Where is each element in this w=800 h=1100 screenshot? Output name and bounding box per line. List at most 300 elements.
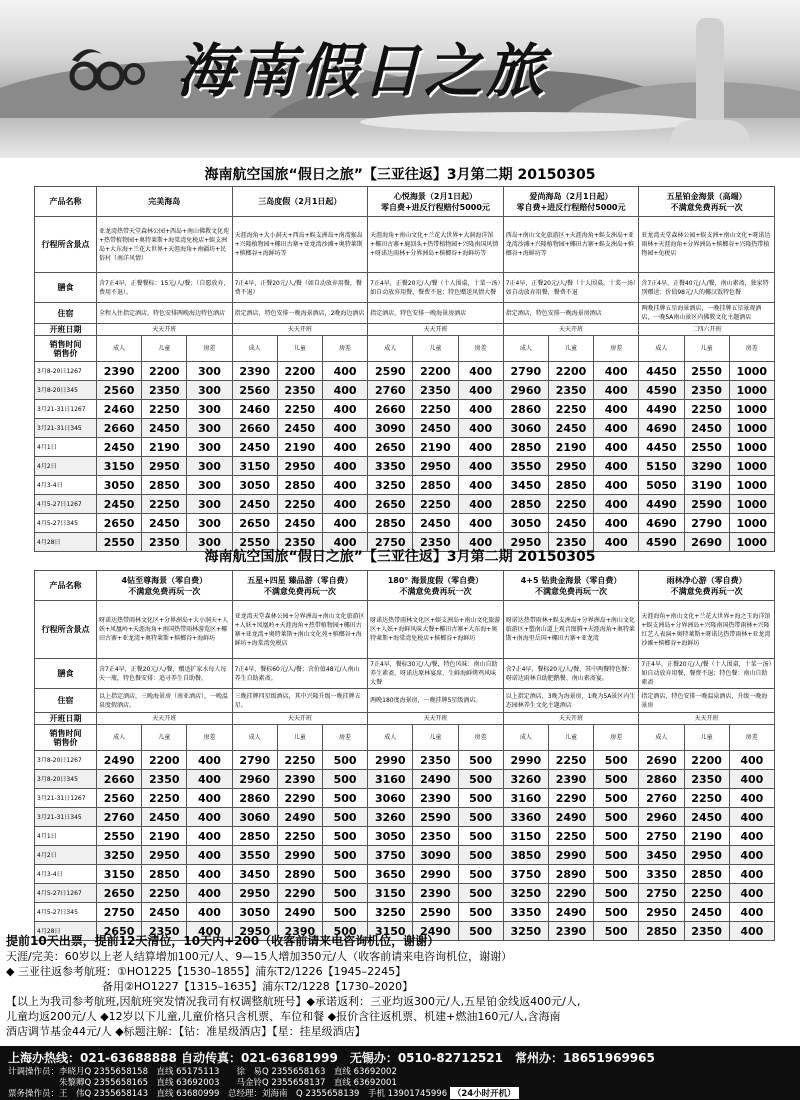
schedule-cell: 天天开班: [503, 324, 639, 336]
attractions-row: [35, 601, 775, 659]
price-cell: 3060: [503, 419, 548, 438]
price-cell: 2950: [639, 903, 684, 922]
price-cell: 2250: [684, 789, 729, 808]
price-cell: 2350: [142, 533, 187, 552]
price-cell: 2350: [548, 381, 593, 400]
price-column-header: 房差: [187, 336, 232, 362]
price-cell: 2850: [142, 865, 187, 884]
price-cell: 2350: [277, 381, 322, 400]
meals-cell: 含7正4早，正餐20元/人/餐，赠送扩家水每人每天一瓶，特色餐安排：追寻养生自助餐。: [97, 659, 233, 689]
price-cell: 400: [458, 514, 503, 533]
note-line: 备用②HO1227【1315–1635】浦东T2/1228【1730–2020】: [102, 980, 414, 993]
price-cell: 2250: [413, 400, 458, 419]
price-cell: 500: [458, 903, 503, 922]
product-name: 雨林净心游（零自费）: [666, 575, 747, 585]
price-cell: 4590: [639, 381, 684, 400]
hotel-cell: 全程入住指定酒店，特色安排两晚海边特色酒店: [97, 303, 233, 324]
price-cell: 2990: [368, 751, 413, 770]
price-cell: 2450: [684, 903, 729, 922]
price-cell: 2550: [97, 533, 142, 552]
price-cell: 400: [322, 362, 367, 381]
price-cell: 500: [594, 846, 639, 865]
product-tagline: 不满意免费再玩一次: [263, 586, 336, 596]
price-cell: 2200: [142, 362, 187, 381]
price-cell: 3260: [368, 808, 413, 827]
price-cell: 2650: [97, 884, 142, 903]
price-cell: 2290: [277, 884, 322, 903]
price-cell: 2950: [548, 457, 593, 476]
product-tagline: 不满意免费再玩一次: [670, 586, 743, 596]
price-column-header: 儿童: [413, 725, 458, 751]
price-cell: 2450: [277, 419, 322, 438]
price-cell: 2990: [503, 751, 548, 770]
price-cell: 2190: [142, 827, 187, 846]
price-cell: 400: [458, 495, 503, 514]
product-name: 180° 海景度假（零自费）: [387, 575, 484, 585]
price-cell: 400: [187, 808, 232, 827]
product-name: 4+5 钻贵金海景（零自费）: [520, 575, 622, 585]
row-label: 开班日期: [35, 713, 97, 725]
price-cell: 400: [458, 457, 503, 476]
price-cell: 2250: [548, 751, 593, 770]
price-cell: 4490: [639, 400, 684, 419]
product-name-cell: [232, 187, 368, 217]
price-cell: 2990: [277, 846, 322, 865]
product-name: 五星+四星 臻品游（零自费）: [247, 575, 353, 585]
price-cell: 1000: [729, 381, 774, 400]
price-cell: 400: [729, 808, 774, 827]
price-cell: 2850: [232, 827, 277, 846]
price-cell: 2200: [413, 362, 458, 381]
price-cell: 300: [187, 381, 232, 400]
price-cell: 3350: [368, 457, 413, 476]
price-cell: 2950: [413, 457, 458, 476]
price-cell: 400: [594, 533, 639, 552]
schedule-cell: 天天开班: [639, 713, 775, 725]
price-cell: 3150: [368, 884, 413, 903]
price-cell: 2490: [277, 903, 322, 922]
price-cell: 2850: [548, 476, 593, 495]
meals-cell: 7正4早，正餐20元/人/餐（十人围桌，十菜一汤）如自动放弃用餐，餐费不退；特色餐：南山自助素斋: [639, 659, 775, 689]
booking-notes: [6, 934, 796, 1039]
price-cell: 3650: [368, 865, 413, 884]
price-cell: 3550: [503, 457, 548, 476]
price-cell: 2250: [548, 495, 593, 514]
price-cell: 2550: [684, 362, 729, 381]
price-cell: 2250: [277, 827, 322, 846]
price-cell: 2760: [368, 381, 413, 400]
price-cell: 400: [458, 419, 503, 438]
operator-line: 朱黎卿Q 2355658165 直线 63692003 马金铃Q 2355658137 直线 63692001: [8, 1078, 397, 1088]
price-cell: 2650: [368, 438, 413, 457]
date-cell: 4月2日: [35, 457, 97, 476]
product-name-cell: [503, 571, 639, 601]
note-line: 天涯/完美：60岁以上老人结算增加100元/人、9—15人增加350元/人（收客前请来电咨询机位，谢谢）: [6, 950, 513, 963]
price-cell: 4450: [639, 362, 684, 381]
statue-shape: [696, 18, 724, 128]
price-cell: 300: [187, 400, 232, 419]
price-cell: 2350: [548, 533, 593, 552]
operator-line: [8, 1087, 519, 1099]
price-cell: 400: [729, 903, 774, 922]
note-line: 提前10天出票，提前12天清位，10天内+200（收客前请来电咨询机位，谢谢）: [6, 934, 440, 948]
price-column-header: 儿童: [142, 725, 187, 751]
price-cell: 2590: [684, 495, 729, 514]
price-cell: 400: [594, 362, 639, 381]
price-cell: 2390: [97, 362, 142, 381]
date-cell: 3月21-31日345: [35, 419, 97, 438]
price-column-header: 儿童: [684, 336, 729, 362]
price-cell: 500: [322, 846, 367, 865]
price-cell: 3090: [413, 846, 458, 865]
price-cell: 2250: [277, 751, 322, 770]
price-cell: 2950: [503, 533, 548, 552]
table2-title: 海南航空国旅“假日之旅”【三亚往返】3月第二期 20150305: [204, 549, 596, 565]
price-cell: 500: [458, 922, 503, 941]
price-row: [35, 827, 775, 846]
price-cell: 2850: [142, 476, 187, 495]
price-cell: 500: [322, 808, 367, 827]
price-cell: 2450: [684, 419, 729, 438]
product-tagline: 零自费+进反行程赔付5000元: [516, 202, 626, 212]
price-cell: 2590: [368, 362, 413, 381]
product-name-cell: [639, 571, 775, 601]
price-cell: 500: [322, 751, 367, 770]
price-header-row: [35, 336, 775, 362]
price-cell: 2200: [277, 362, 322, 381]
price-cell: 2450: [142, 514, 187, 533]
price-column-header: 成人: [368, 336, 413, 362]
price-cell: 1000: [729, 514, 774, 533]
price-cell: 2450: [548, 514, 593, 533]
operator-line: 计调操作员：李晓月Q 2355658158 直线 65175113 徐 易Q 2355658163 直线 63692002: [8, 1067, 397, 1077]
price-cell: 1000: [729, 419, 774, 438]
product-tagline: 不满意免费再玩一次: [670, 202, 743, 212]
price-cell: 3750: [368, 846, 413, 865]
schedule-cell: 天天开班: [503, 713, 639, 725]
price-cell: 500: [322, 884, 367, 903]
row-label: [35, 336, 97, 362]
price-cell: 2550: [684, 438, 729, 457]
price-cell: 500: [322, 827, 367, 846]
hotel-cell: 以上指定酒店，3晚为海景房，1晚为5A景区内生态园林养生文化主题酒店: [503, 689, 639, 713]
price-cell: 2390: [413, 884, 458, 903]
price-cell: 300: [187, 362, 232, 381]
price-cell: 2660: [232, 419, 277, 438]
price-cell: 2450: [548, 419, 593, 438]
price-cell: 2590: [413, 808, 458, 827]
price-cell: 300: [187, 476, 232, 495]
price-cell: 2660: [368, 400, 413, 419]
product-name-cell: [232, 571, 368, 601]
price-cell: 500: [458, 751, 503, 770]
price-cell: 2390: [413, 789, 458, 808]
price-cell: 2950: [277, 457, 322, 476]
date-cell: 3月21-31日1267: [35, 400, 97, 419]
product-name-cell: [368, 571, 504, 601]
price-cell: 2760: [639, 789, 684, 808]
price-cell: 2990: [413, 865, 458, 884]
price-cell: 400: [322, 533, 367, 552]
price-cell: 2350: [684, 770, 729, 789]
price-cell: 400: [729, 865, 774, 884]
date-cell: 4月3-4日: [35, 476, 97, 495]
price-cell: 2660: [97, 770, 142, 789]
price-cell: 500: [594, 808, 639, 827]
price-column-header: 成人: [97, 336, 142, 362]
price-cell: 2290: [548, 884, 593, 903]
price-cell: 2850: [684, 865, 729, 884]
price-cell: 2350: [413, 827, 458, 846]
price-cell: 300: [187, 419, 232, 438]
row-label: 产品名称: [35, 571, 97, 601]
price-cell: 400: [322, 400, 367, 419]
price-cell: 400: [729, 751, 774, 770]
price-row: [35, 381, 775, 400]
price-cell: 3050: [232, 903, 277, 922]
price-cell: 500: [322, 865, 367, 884]
price-cell: 1000: [729, 533, 774, 552]
price-cell: 400: [729, 884, 774, 903]
price-cell: 2750: [639, 884, 684, 903]
date-cell: 3月8-20日1267: [35, 362, 97, 381]
meals-row: [35, 273, 775, 303]
price-cell: 3050: [368, 827, 413, 846]
price-cell: 2950: [232, 922, 277, 941]
price-cell: 2490: [548, 903, 593, 922]
price-cell: 2200: [142, 751, 187, 770]
price-row: [35, 789, 775, 808]
note-line: 【以上为我司参考航班,因航班突发情况我司有权调整航班号】◆承诺返利：三亚均返300元/人,五星铂金线返400元/人,: [6, 995, 581, 1008]
price-cell: 400: [594, 381, 639, 400]
price-row: [35, 362, 775, 381]
hotel-cell: 指定酒店，特色安排一晚海景房酒店: [503, 303, 639, 324]
price-cell: 3150: [503, 827, 548, 846]
price-cell: 300: [187, 495, 232, 514]
price-cell: 3050: [97, 476, 142, 495]
price-cell: 500: [458, 865, 503, 884]
price-cell: 300: [187, 457, 232, 476]
price-cell: 2250: [277, 495, 322, 514]
price-row: [35, 400, 775, 419]
price-cell: 2460: [232, 400, 277, 419]
price-cell: 2560: [97, 789, 142, 808]
price-cell: 2490: [413, 922, 458, 941]
header-banner: [0, 0, 800, 158]
price-cell: 3350: [639, 865, 684, 884]
date-cell: 3月8-20日345: [35, 381, 97, 400]
hotline-text: 上海办热线：021-63688888 自动传真：021-63681999 无锡办：0510-82712521 常州办：18651969965: [8, 1051, 655, 1065]
price-cell: 2250: [142, 789, 187, 808]
price-cell: 2450: [97, 495, 142, 514]
price-cell: 500: [458, 808, 503, 827]
price-cell: 500: [458, 827, 503, 846]
date-cell: 4月28日: [35, 533, 97, 552]
price-cell: 400: [187, 922, 232, 941]
price-cell: 2250: [142, 495, 187, 514]
price-cell: 2950: [142, 457, 187, 476]
price-column-header: 房差: [322, 336, 367, 362]
date-cell: 3月8-20日345: [35, 770, 97, 789]
price-cell: 4590: [639, 533, 684, 552]
price-cell: 500: [594, 770, 639, 789]
price-cell: 2250: [684, 400, 729, 419]
schedule-cell: 天天开班: [232, 713, 368, 725]
price-cell: 2650: [368, 495, 413, 514]
attractions-cell: 亚龙湾天堂森林公园+分界洲岛+南山文化旅游区+人妖+凤凰岭+天涯海角+热带植物园+椰田古寨+亚龙湾+奥特莱斯+南山文化苑+槟榔谷+海鲜坊+海棠湾免税店: [232, 601, 368, 659]
price-cell: 4690: [639, 514, 684, 533]
hotel-row: [35, 689, 775, 713]
brand-title: 海南假日之旅: [176, 37, 549, 105]
price-cell: 2560: [232, 381, 277, 400]
price-cell: 3750: [503, 865, 548, 884]
price-cell: 2860: [639, 770, 684, 789]
schedule-row: [35, 713, 775, 725]
price-row: [35, 770, 775, 789]
price-cell: 2660: [97, 419, 142, 438]
price-cell: 400: [594, 400, 639, 419]
price-column-header: 房差: [594, 336, 639, 362]
price-cell: 400: [729, 846, 774, 865]
hotel-cell: 两晚挂牌五星海景酒店，一晚挂牌五星景观酒店，一晚5A南山景区内佛教文化主题酒店: [639, 303, 775, 324]
price-cell: 2490: [548, 808, 593, 827]
hotel-cell: 指定酒店，特色安排一晚海景酒店，2晚海边酒店: [232, 303, 368, 324]
price-cell: 500: [322, 903, 367, 922]
price-cell: 2690: [639, 751, 684, 770]
price-cell: 3250: [503, 922, 548, 941]
meals-cell: 7正4早，正餐20元/人/餐（十人围桌，十菜一汤）如自动放弃用餐，餐费不退；特色赠送风情大餐: [368, 273, 504, 303]
price-row: [35, 495, 775, 514]
row-label: 膳食: [35, 273, 97, 303]
price-cell: 3150: [368, 922, 413, 941]
price-cell: 2690: [684, 533, 729, 552]
hours-badge: （24小时开机）: [450, 1087, 519, 1099]
product-tagline: 零自费+进反行程赔付5000元: [380, 202, 490, 212]
price-cell: 1000: [729, 495, 774, 514]
price-cell: 1000: [729, 362, 774, 381]
price-column-header: 房差: [729, 336, 774, 362]
price-row: [35, 514, 775, 533]
price-cell: 2650: [232, 514, 277, 533]
price-table-1: [34, 186, 775, 552]
price-cell: 300: [187, 438, 232, 457]
price-cell: 400: [458, 362, 503, 381]
price-row: [35, 808, 775, 827]
hotel-cell: 两晚180度海景房，一晚挂牌5星级酒店。: [368, 689, 504, 713]
price-cell: 500: [594, 922, 639, 941]
price-cell: 400: [187, 884, 232, 903]
price-cell: 400: [729, 827, 774, 846]
price-cell: 2190: [413, 438, 458, 457]
price-cell: 3450: [503, 476, 548, 495]
product-name-cell: [97, 187, 233, 217]
product-name-cell: [368, 187, 504, 217]
price-cell: 2560: [97, 381, 142, 400]
price-cell: 2850: [413, 476, 458, 495]
meals-row: [35, 659, 775, 689]
price-cell: 2200: [548, 362, 593, 381]
price-cell: 500: [594, 903, 639, 922]
price-cell: 2750: [368, 533, 413, 552]
price-row: [35, 751, 775, 770]
price-cell: 3250: [503, 884, 548, 903]
price-cell: 500: [322, 789, 367, 808]
price-cell: 3260: [503, 770, 548, 789]
price-column-header: 儿童: [142, 336, 187, 362]
price-cell: 2250: [142, 884, 187, 903]
price-cell: 400: [187, 903, 232, 922]
price-cell: 2290: [277, 789, 322, 808]
attractions-cell: 西岛+南山文化旅游区+天涯海角+蜈支洲岛+亚龙湾沙滩+兴隆植物园+椰田古寨+蜈支洲岛+槟榔谷+海鲜坊等: [503, 217, 639, 273]
price-column-header: 房差: [594, 725, 639, 751]
price-cell: 400: [187, 751, 232, 770]
product-tagline: 不满意免费再玩一次: [399, 586, 472, 596]
price-row: [35, 419, 775, 438]
meals-cell: 含7正4早，正餐餐标：15元/人/餐；（自愿放弃，费用不退）。: [97, 273, 233, 303]
attractions-cell: 天涯海角+南山文化+兰花大世界+大洞海洋馆+椰田古寨+鹿回头+热带植物园+兴隆南国风情+呀诺达雨林+分界洲岛+槟榔谷+海鲜坊等: [368, 217, 504, 273]
price-cell: 2450: [142, 808, 187, 827]
note-line: 酒店调节基金44元/人 ◆标题注解：【钻：准星级酒店】【星：挂星级酒店】: [6, 1025, 366, 1038]
hotel-cell: 三晚挂牌四星级酒店，其中兴隆升级一晚挂牌五星。: [232, 689, 368, 713]
price-cell: 500: [594, 789, 639, 808]
product-name: 心悦海景（2月1日起）: [393, 191, 478, 201]
price-cell: 3060: [368, 789, 413, 808]
price-cell: 1000: [729, 476, 774, 495]
price-cell: 2490: [277, 808, 322, 827]
price-cell: 2450: [97, 438, 142, 457]
price-cell: 2950: [142, 846, 187, 865]
date-header: 销售时间: [49, 728, 82, 738]
price-cell: 400: [458, 533, 503, 552]
price-cell: 2850: [368, 514, 413, 533]
date-cell: 4月1日: [35, 827, 97, 846]
price-column-header: 成人: [368, 725, 413, 751]
product-name: 4钻至尊海景（零自费）: [121, 575, 208, 585]
price-cell: 400: [594, 495, 639, 514]
row-label: 产品名称: [35, 187, 97, 217]
schedule-cell: 天天开班: [232, 324, 368, 336]
price-cell: 3090: [368, 419, 413, 438]
price-cell: 500: [594, 865, 639, 884]
price-cell: 2350: [142, 381, 187, 400]
price-cell: 2550: [232, 533, 277, 552]
row-label: [35, 725, 97, 751]
price-column-header: 儿童: [684, 725, 729, 751]
price-cell: 2650: [97, 922, 142, 941]
price-cell: 400: [322, 381, 367, 400]
price-cell: 2250: [277, 400, 322, 419]
attractions-cell: 天涯海角+大小洞天+西岛+蜈支洲岛+南湾猴岛+兴隆植物园+椰田古寨+亚龙湾沙滩+奥特莱斯+槟榔谷+海鲜坊等: [232, 217, 368, 273]
price-cell: 3050: [503, 514, 548, 533]
price-cell: 2350: [413, 381, 458, 400]
price-cell: 2350: [142, 922, 187, 941]
price-cell: 400: [458, 381, 503, 400]
price-cell: 3550: [232, 846, 277, 865]
hotel-cell: 指定酒店，特色安排一晚海景房酒店: [368, 303, 504, 324]
price-column-header: 成人: [232, 336, 277, 362]
price-cell: 500: [322, 922, 367, 941]
schedule-cell: 天天开班: [97, 324, 233, 336]
price-cell: 400: [458, 400, 503, 419]
price-cell: 5050: [639, 476, 684, 495]
product-tagline: 不满意免费再玩一次: [535, 586, 608, 596]
row-label: 住宿: [35, 303, 97, 324]
price-row: [35, 884, 775, 903]
price-cell: 2890: [548, 865, 593, 884]
attractions-cell: 呀诺达热带雨林文化区+分界洲岛+大小洞天+人妖+凤凰岭+天涯海角+南国热带雨林游览区+椰田古寨+亚龙湾+奥特莱斯+槟榔谷+海鲜坊: [97, 601, 233, 659]
price-cell: 500: [594, 827, 639, 846]
price-cell: 2450: [277, 514, 322, 533]
